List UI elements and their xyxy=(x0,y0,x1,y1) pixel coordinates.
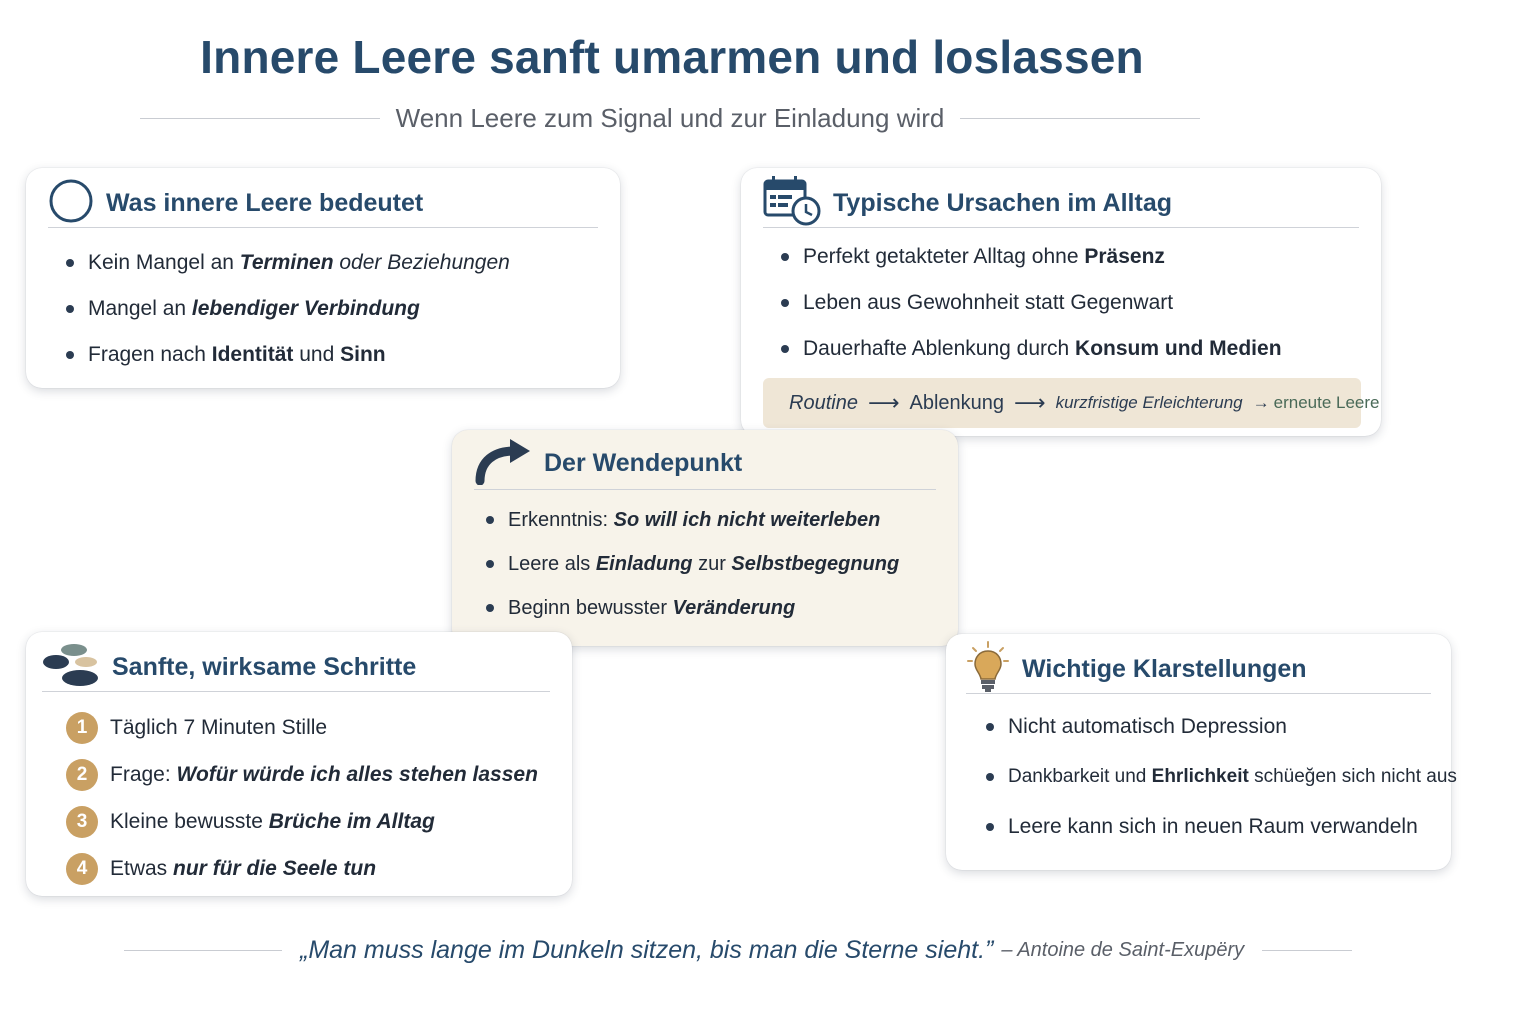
card-meaning-header xyxy=(48,180,598,228)
list-item: Mangel an lebendiger Verbindung xyxy=(66,286,600,332)
card-clarifications-list xyxy=(986,702,1457,852)
list-item: 3 Kleine bewusste Brüche im Alltag xyxy=(66,798,552,845)
card-turning-title: Der Wendepunkt xyxy=(544,449,743,477)
card-causes-list xyxy=(781,234,1361,372)
step-number-badge: 2 xyxy=(66,759,98,791)
list-item: 4 Etwas nur für die Seele tun xyxy=(66,845,552,892)
flow-step-distraction: Ablenkung xyxy=(909,391,1005,414)
list-item: Fragen nach Identität und Sinn xyxy=(66,332,600,378)
list-item: Nicht automatisch Depression xyxy=(986,702,1431,752)
list-item: Dankbarkeit und Ehrlichkeit schüeğen sich nicht aus xyxy=(986,752,1431,802)
flow-step-emptiness: erneute Leere xyxy=(1273,393,1380,412)
card-steps-list xyxy=(66,704,552,892)
card-turning-header xyxy=(474,438,936,490)
list-item: Dauerhafte Ablenkung durch Konsum und Medien xyxy=(781,326,1361,372)
card-steps xyxy=(26,632,572,896)
circle-icon xyxy=(48,178,94,229)
card-clarifications-title: Wichtige Klarstellungen xyxy=(1022,655,1307,683)
step-number-badge: 1 xyxy=(66,712,98,744)
page-title: Innere Leere sanft umarmen und loslassen xyxy=(200,31,1144,83)
quote-row xyxy=(124,928,1352,972)
quote-author: – Antoine de Saint-Exupëry xyxy=(1001,938,1245,961)
stacked-stones-icon xyxy=(42,642,100,693)
list-item: 1 Täglich 7 Minuten Stille xyxy=(66,704,552,751)
step-number-badge: 3 xyxy=(66,806,98,838)
card-causes xyxy=(741,168,1381,436)
card-causes-title: Typische Ursachen im Alltag xyxy=(833,189,1172,217)
subtitle-row xyxy=(140,100,1200,136)
quote-text: „Man muss lange im Dunkeln sitzen, bis man die Sterne sieht.” xyxy=(300,935,994,964)
card-meaning xyxy=(26,168,620,388)
list-item: Beginn bewusster Veränderung xyxy=(486,586,938,630)
flow-step-routine: Routine xyxy=(789,391,858,414)
list-item: Kein Mangel an Terminen oder Beziehungen xyxy=(66,240,600,286)
card-meaning-title: Was innere Leere bedeutet xyxy=(106,189,424,217)
card-meaning-list xyxy=(66,240,600,378)
card-steps-title: Sanfte, wirksame Schritte xyxy=(112,653,417,681)
curved-arrow-icon xyxy=(474,437,532,490)
list-item: Erkenntnis: So will ich nicht weiterleben xyxy=(486,498,938,542)
arrow-right-icon: → xyxy=(1252,393,1270,412)
card-clarifications-header xyxy=(966,646,1431,694)
divider-right xyxy=(1262,950,1352,951)
list-item: 2 Frage: Wofür würde ich alles stehen lassen xyxy=(66,751,552,798)
arrow-right-icon: ⟶ xyxy=(867,390,900,415)
list-item: Leben aus Gewohnheit statt Gegenwart xyxy=(781,280,1361,326)
list-item: Leere kann sich in neuen Raum verwandeln xyxy=(986,802,1431,852)
divider-left xyxy=(140,118,380,119)
list-item: Leere als Einladung zur Selbstbegegnung xyxy=(486,542,938,586)
calendar-clock-icon xyxy=(763,175,821,232)
list-item: Perfekt getakteter Alltag ohne Präsenz xyxy=(781,234,1361,280)
card-turning-list xyxy=(486,498,938,630)
lightbulb-icon xyxy=(966,641,1010,698)
card-clarifications xyxy=(946,634,1457,870)
card-causes-header xyxy=(763,180,1359,228)
card-steps-header xyxy=(42,644,550,692)
cycle-flow xyxy=(763,378,1380,428)
flow-step-relief: kurzfristige Erleichterung xyxy=(1055,393,1243,412)
page-subtitle: Wenn Leere zum Signal und zur Einladung wird xyxy=(395,102,945,133)
step-number-badge: 4 xyxy=(66,853,98,885)
divider-right xyxy=(960,118,1200,119)
arrow-right-icon: ⟶ xyxy=(1014,390,1046,415)
divider-left xyxy=(124,950,282,951)
card-turning-point xyxy=(452,430,958,646)
